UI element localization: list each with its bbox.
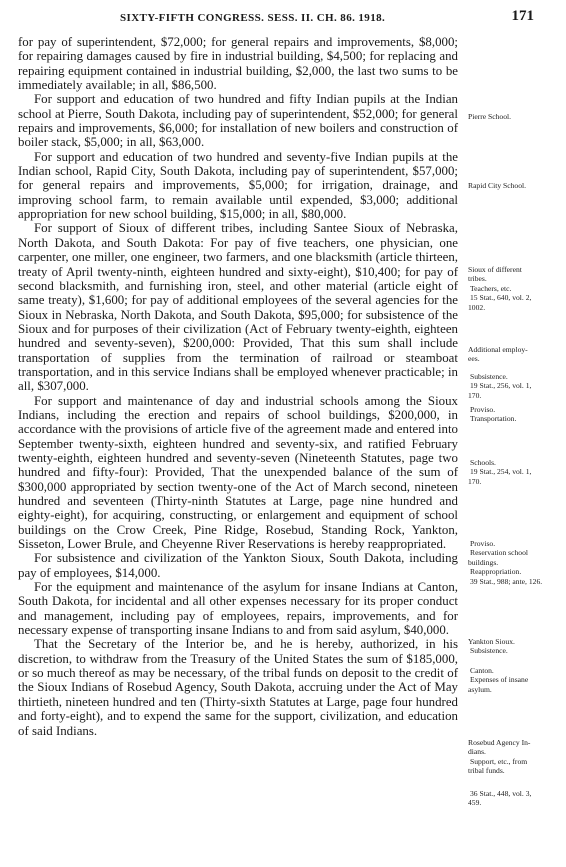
margin-note-yankton: Yankton Sioux. Subsistence. <box>468 637 515 656</box>
paragraph-pierre-school: For support and education of two hundred and fifty Indian pupils at the Indian school at Pierre, South Dakota, including pay of superintendent, $52,000; for general repairs and improvements, $6,000; for installation of new boilers and construction of boiler stack, $5,000; in all, $63,000. <box>18 92 458 150</box>
paragraph-rosebud-agency: That the Secretary of the Interior be, and he is hereby, authorized, in his discretion, to withdraw from the Treasury of the United States the sum of $185,000, or so much thereof as may be necessary, of the tribal funds on deposit to the credit of the Sioux Indians of Rosebud Agency, South Dakota, accruing under the Act of May thirtieth, nineteen hundred and ten (Thirty-sixth Statutes at Large, page four hundred and forty-eight), and to expend the same for the support, civilization, and education of said Indians. <box>18 637 458 738</box>
margin-note-rapid-city: Rapid City School. <box>468 181 527 190</box>
margin-note-subsistence: Subsistence. 19 Stat., 256, vol. 1, 170. <box>468 372 532 400</box>
paragraph-sioux-schools: For support and maintenance of day and industrial schools among the Sioux Indians, including the erection and repairs of school buildings, $200,000, in accordance with the provisions of article five of the agreement made and entered into September twenty-sixth, eighteen hundred and seventy-six, and ratified February twenty-eighth, eighteen hundred and seventy-seven (Nineteenth Statutes, page two hundred and fifty-four): Provided, That the unexpended balance of the sum of $300,000 appropriated by section twenty-one of the Act of March second, nineteen hundred and seventeen (Thirty-ninth Statutes at Large, page nine hundred and eighty-eight), for acquiring, constructing, or enlargement and equipment of school buildings on the Crow Creek, Pine Ridge, Rosebud, Standing Rock, Yankton, Sisseton, Lower Brule, and Cheyenne River Reservations is hereby reappropriated. <box>18 393 458 552</box>
running-head: SIXTY-FIFTH CONGRESS. SESS. II. CH. 86. 1918. <box>120 12 386 24</box>
page-number: 171 <box>511 8 534 24</box>
margin-note-rosebud: Rosebud Agency In- dians. Support, etc., from tribal funds. <box>468 738 531 776</box>
paragraph-yankton-sioux: For subsistence and civilization of the Yankton Sioux, South Dakota, including pay of employees, $14,000. <box>18 551 458 580</box>
margin-note-reservation-schools: Proviso. Reservation school buildings. Reappropriation. 39 Stat., 988; ante, 126. <box>468 539 543 586</box>
paragraph-canton-asylum: For the equipment and maintenance of the asylum for insane Indians at Canton, South Dakota, for incidental and all other expenses necessary for its proper conduct and management, including pay of employees, repairs, improvements, and for necessary expense of transporting insane Indians to and from said asylum, $40,000. <box>18 580 458 638</box>
paragraph-continuation: for pay of superintendent, $72,000; for general repairs and improvements, $8,000; for repairing damages caused by fire in industrial building, $4,500; for replacing and repairing equipment contained in industrial building, $2,000, the last two sums to be immediately available; in all, $86,500. <box>18 35 458 93</box>
margin-note-rosebud-citation: 36 Stat., 448, vol. 3, 459. <box>468 789 532 808</box>
margin-note-canton: Canton. Expenses of insane asylum. <box>468 666 529 694</box>
paragraph-sioux-tribes: For support of Sioux of different tribes, including Santee Sioux of Nebraska, North Dakota, and South Dakota: For pay of five teachers, one physician, one carpenter, one miller, one engineer, two farmers, and one blacksmith (article thirteen, treaty of April twenty-ninth, eighteen hundred and sixty-eight), $10,400; for pay of second blacksmith, and furnishing iron, steel, and other material (article eight of same treaty), $1,600; for pay of additional employees of the several agencies for the Sioux in Nebraska, North Dakota, and South Dakota, $95,000; for subsistence of the Sioux and for purposes of their civilization (Act of February twenty-eighth, eighteen hundred and seventy-seven), $200,000: Provided, That this sum shall include transportation of supplies from the termination of railroad or steamboat transportation, and in this service Indians shall be employed whenever practicable; in all, $307,000. <box>18 221 458 394</box>
margin-note-schools: Schools. 19 Stat., 254, vol. 1, 170. <box>468 458 532 486</box>
paragraph-rapid-city-school: For support and education of two hundred and seventy-five Indian pupils at the Indian school, Rapid City, South Dakota, including pay of superintendent, $57,000; for general repairs and improvements, $5,000; for irrigation, drainage, and improving school farm, to remain available until expended, $3,000; additional appropriation for new school building, $15,000; in all, $80,000. <box>18 149 458 222</box>
margin-note-pierre: Pierre School. <box>468 112 512 121</box>
margin-note-additional-employees: Additional employ- ees. <box>468 345 528 364</box>
margin-note-proviso-transportation: Proviso. Transportation. <box>470 405 517 424</box>
margin-note-sioux: Sioux of different tribes. Teachers, etc. 15 Stat., 640, vol. 2, 1002. <box>468 265 532 312</box>
